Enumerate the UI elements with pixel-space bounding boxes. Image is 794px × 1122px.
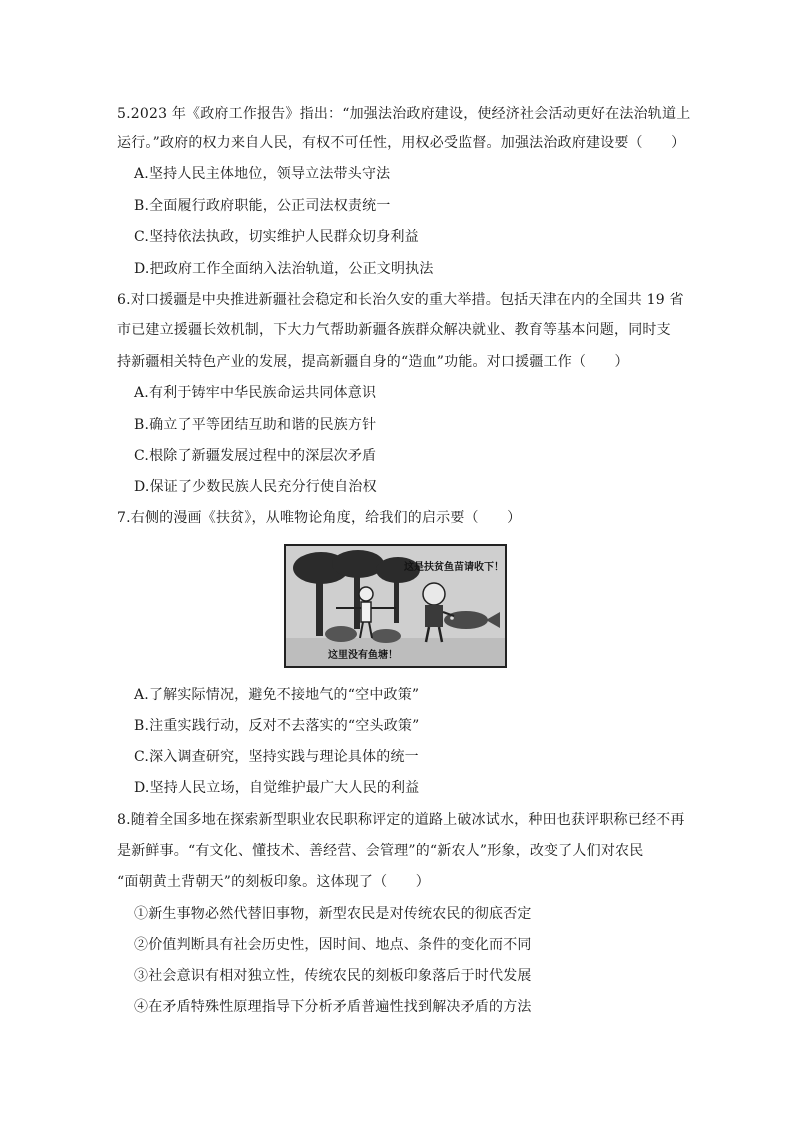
poverty-alleviation-cartoon <box>284 544 507 668</box>
q8-statement-4: ④在矛盾特殊性原理指导下分析矛盾普遍性找到解决矛盾的方法 <box>134 999 532 1015</box>
q8-statement-2: ②价值判断具有社会历史性，因时间、地点、条件的变化而不同 <box>134 937 532 953</box>
q7-stem: 7.右侧的漫画《扶贫》，从唯物论角度，给我们的启示要（ ） <box>117 510 522 526</box>
q8-stem-line-1: 8.随着全国多地在探索新型职业农民职称评定的道路上破冰试水，种田也获评职称已经不再 <box>117 812 685 828</box>
q6-option-a: A.有利于铸牢中华民族命运共同体意识 <box>134 385 377 401</box>
q8-stem-line-3: “面朝黄土背朝天”的刻板印象。这体现了（ ） <box>117 874 430 890</box>
q8-stem-line-2: 是新鲜事。“有文化、懂技术、善经营、会管理”的“新农人”形象，改变了人们对农民 <box>117 843 644 859</box>
q5-stem-line-1: 5.2023 年《政府工作报告》指出：“加强法治政府建设，使经济社会活动更好在法治轨道上 <box>117 106 691 122</box>
q7-option-b: B.注重实践行动，反对不去落实的“空头政策” <box>134 718 420 734</box>
q6-stem-line-3: 持新疆相关特色产业的发展，提高新疆自身的“造血”功能。对口援疆工作（ ） <box>117 354 629 370</box>
q6-stem-line-2: 市已建立援疆长效机制，下大力气帮助新疆各族群众解决就业、教育等基本问题，同时支 <box>117 322 671 338</box>
cartoon-caption-bottom: 这里没有鱼塘！ <box>328 650 398 661</box>
q6-option-d: D.保证了少数民族人民充分行使自治权 <box>134 479 377 495</box>
q8-statement-1: ①新生事物必然代替旧事物，新型农民是对传统农民的彻底否定 <box>134 906 532 922</box>
q5-option-c: C.坚持依法执政，切实维护人民群众切身利益 <box>134 229 419 245</box>
q5-stem-line-2: 运行。”政府的权力来自人民，有权不可任性，用权必受监督。加强法治政府建设要（ ） <box>117 135 686 151</box>
q7-option-d: D.坚持人民立场，自觉维护最广大人民的利益 <box>134 780 420 796</box>
cartoon-caption-top: 这是扶贫鱼苗请收下！ <box>404 562 504 573</box>
q5-option-d: D.把政府工作全面纳入法治轨道，公正文明执法 <box>134 261 434 277</box>
q6-option-c: C.根除了新疆发展过程中的深层次矛盾 <box>134 448 377 464</box>
q7-option-a: A.了解实际情况，避免不接地气的“空中政策” <box>134 687 420 703</box>
q6-stem-line-1: 6.对口援疆是中央推进新疆社会稳定和长治久安的重大举措。包括天津在内的全国共 19 省 <box>117 292 684 308</box>
q7-option-c: C.深入调查研究，坚持实践与理论具体的统一 <box>134 749 419 765</box>
q6-option-b: B.确立了平等团结互助和谐的民族方针 <box>134 417 377 433</box>
q5-option-a: A.坚持人民主体地位，领导立法带头守法 <box>134 166 391 182</box>
q5-option-b: B.全面履行政府职能，公正司法权责统一 <box>134 198 391 214</box>
q8-statement-3: ③社会意识有相对独立性，传统农民的刻板印象落后于时代发展 <box>134 968 532 984</box>
